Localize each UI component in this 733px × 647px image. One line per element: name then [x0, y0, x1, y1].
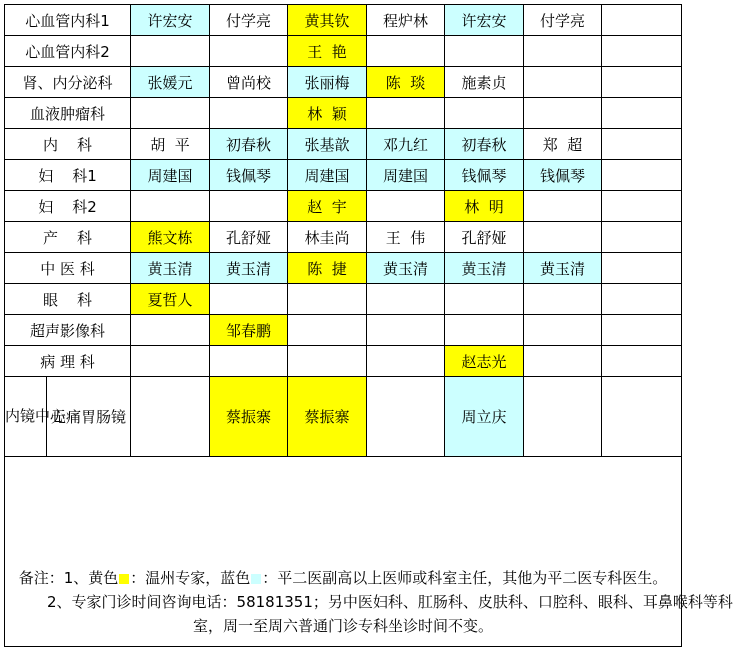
- schedule-cell: [445, 36, 524, 67]
- schedule-cell: [288, 346, 367, 377]
- schedule-cell: [131, 191, 210, 222]
- doctor-name: 黄玉清: [461, 259, 507, 278]
- doctor-name: 夏哲人: [147, 290, 193, 309]
- schedule-cell: [131, 129, 210, 160]
- table-row: [5, 129, 682, 160]
- doctor-name: 邓九红: [383, 135, 429, 154]
- schedule-cell: [288, 253, 367, 284]
- schedule-cell: [445, 377, 524, 457]
- department-label: 中 医 科: [5, 253, 131, 284]
- schedule-cell: [602, 98, 682, 129]
- doctor-name: 周立庆: [461, 408, 507, 426]
- schedule-cell: [445, 67, 524, 98]
- schedule-cell: [131, 98, 210, 129]
- notes-line-2: 2、专家门诊时间咨询电话：58181351；另中医妇科、肛肠科、皮肤科、口腔科、眼科、耳鼻喉科等科: [47, 592, 733, 611]
- schedule-cell: [131, 315, 210, 346]
- schedule-cell: [524, 377, 602, 457]
- schedule-cell: [524, 315, 602, 346]
- department-label: 心血管内科1: [5, 5, 131, 36]
- schedule-cell: [524, 129, 602, 160]
- schedule-cell: [367, 36, 445, 67]
- schedule-cell: [367, 160, 445, 191]
- schedule-cell: [602, 315, 682, 346]
- schedule-cell: [602, 377, 682, 457]
- schedule-cell: [524, 36, 602, 67]
- doctor-name: 陈 琰: [385, 73, 426, 92]
- doctor-name: 张媛元: [147, 73, 193, 92]
- schedule-cell: [288, 160, 367, 191]
- table-row: [5, 284, 682, 315]
- schedule-cell: [288, 191, 367, 222]
- schedule-cell: [524, 284, 602, 315]
- schedule-cell: [445, 191, 524, 222]
- schedule-cell: [524, 253, 602, 284]
- schedule-cell: [210, 5, 288, 36]
- doctor-name: 黄玉清: [383, 259, 429, 278]
- schedule-cell: [131, 5, 210, 36]
- schedule-cell: [602, 222, 682, 253]
- schedule-cell: [131, 160, 210, 191]
- table-row: [5, 222, 682, 253]
- doctor-name: 黄其钦: [304, 11, 350, 30]
- schedule-cell: [367, 253, 445, 284]
- schedule-cell: [367, 222, 445, 253]
- endoscopy-sub-label: 无痛胃肠镜: [47, 377, 131, 457]
- doctor-name: 黄玉清: [147, 259, 193, 278]
- department-label: 肾、内分泌科: [5, 67, 131, 98]
- schedule-cell: [131, 67, 210, 98]
- schedule-cell: [288, 315, 367, 346]
- notes-text: [5, 466, 733, 638]
- schedule-cell: [131, 36, 210, 67]
- schedule-cell: [524, 191, 602, 222]
- schedule-cell: [210, 191, 288, 222]
- schedule-body: [5, 5, 733, 647]
- schedule-cell: [445, 253, 524, 284]
- department-label: 产 科: [5, 222, 131, 253]
- schedule-cell: [524, 98, 602, 129]
- doctor-name: 郑 超: [542, 135, 583, 154]
- schedule-cell: [524, 5, 602, 36]
- doctor-name: 曾尚校: [226, 73, 272, 92]
- doctor-name: 王 艳: [307, 42, 347, 61]
- department-label: 内 科: [5, 129, 131, 160]
- doctor-name: 黄玉清: [226, 259, 272, 278]
- doctor-name: 钱佩琴: [461, 166, 507, 185]
- schedule-cell: [602, 284, 682, 315]
- doctor-name: 付学亮: [540, 11, 586, 30]
- doctor-name: 林 明: [464, 197, 504, 216]
- schedule-cell: [524, 346, 602, 377]
- schedule-cell: [131, 377, 210, 457]
- schedule-cell: [367, 129, 445, 160]
- schedule-cell: [602, 160, 682, 191]
- doctor-name: 施素贞: [461, 73, 507, 92]
- schedule-cell: [367, 191, 445, 222]
- endoscopy-center-label: 内镜中心: [5, 377, 47, 457]
- schedule-cell: [210, 253, 288, 284]
- schedule-cell: [131, 253, 210, 284]
- schedule-cell: [288, 377, 367, 457]
- schedule-cell: [288, 36, 367, 67]
- schedule-cell: [602, 36, 682, 67]
- yellow-swatch-icon: [119, 574, 129, 584]
- table-row: [5, 191, 682, 222]
- schedule-cell: [602, 191, 682, 222]
- schedule-cell: [210, 222, 288, 253]
- schedule-cell: [288, 5, 367, 36]
- doctor-name: 陈 捷: [307, 259, 347, 278]
- schedule-table: [4, 4, 733, 647]
- doctor-name: 许宏安: [147, 11, 193, 30]
- schedule-cell: [210, 67, 288, 98]
- doctor-name: 许宏安: [461, 11, 507, 30]
- schedule-cell: [210, 160, 288, 191]
- schedule-cell: [445, 5, 524, 36]
- doctor-name: 邹春鹏: [226, 321, 272, 340]
- schedule-cell: [524, 160, 602, 191]
- doctor-name: 林 颖: [307, 104, 347, 123]
- schedule-cell: [602, 5, 682, 36]
- table-row: [5, 36, 682, 67]
- doctor-name: 张基歆: [304, 135, 350, 154]
- doctor-name: 初春秋: [226, 135, 272, 154]
- table-row: [5, 253, 682, 284]
- schedule-cell: [524, 222, 602, 253]
- notes-line-1-end: ：平二医副高以上医师或科室主任，其他为平二医专科医生。: [262, 568, 668, 587]
- notes-cell: [5, 457, 733, 647]
- doctor-name: 赵志光: [461, 352, 507, 371]
- doctor-name: 周建国: [304, 166, 350, 185]
- doctor-name: 钱佩琴: [226, 166, 272, 185]
- schedule-cell: [445, 222, 524, 253]
- schedule-cell: [602, 346, 682, 377]
- notes-line-1-prefix: 备注：1、黄色: [18, 568, 119, 587]
- schedule-cell: [288, 98, 367, 129]
- schedule-cell: [367, 315, 445, 346]
- doctor-name: 胡 平: [150, 135, 190, 154]
- schedule-cell: [367, 346, 445, 377]
- doctor-name: 周建国: [147, 166, 193, 185]
- doctor-name: 周建国: [383, 166, 429, 185]
- schedule-cell: [445, 129, 524, 160]
- doctor-name: 黄玉清: [540, 259, 586, 278]
- schedule-cell: [288, 222, 367, 253]
- schedule-cell: [367, 5, 445, 36]
- table-row: [5, 67, 682, 98]
- doctor-name: 孔舒娅: [226, 228, 272, 247]
- doctor-name: 钱佩琴: [540, 166, 586, 185]
- doctor-name: 张丽梅: [304, 73, 350, 92]
- schedule-cell: [445, 315, 524, 346]
- schedule-cell: [131, 284, 210, 315]
- schedule-cell: [288, 129, 367, 160]
- department-label: 血液肿瘤科: [5, 98, 131, 129]
- table-row: [5, 315, 682, 346]
- doctor-name: 程炉林: [383, 11, 429, 30]
- schedule-cell: [524, 67, 602, 98]
- schedule-cell: [367, 284, 445, 315]
- schedule-cell: [367, 98, 445, 129]
- schedule-cell: [131, 222, 210, 253]
- schedule-cell: [367, 67, 445, 98]
- schedule-cell: [602, 67, 682, 98]
- schedule-cell: [602, 253, 682, 284]
- doctor-name: 林圭尚: [304, 228, 350, 247]
- notes-row: [5, 457, 682, 647]
- department-label: 超声影像科: [5, 315, 131, 346]
- schedule-cell: [210, 315, 288, 346]
- department-label: 眼 科: [5, 284, 131, 315]
- schedule-cell: [288, 67, 367, 98]
- table-row: [5, 5, 682, 36]
- department-label: 心血管内科2: [5, 36, 131, 67]
- department-label: 妇 科1: [5, 160, 131, 191]
- table-row: [5, 98, 682, 129]
- schedule-cell: [210, 129, 288, 160]
- schedule-cell: [602, 129, 682, 160]
- schedule-cell: [210, 284, 288, 315]
- department-label: 妇 科2: [5, 191, 131, 222]
- schedule-cell: [445, 284, 524, 315]
- schedule-cell: [445, 346, 524, 377]
- schedule-cell: [445, 98, 524, 129]
- schedule-cell: [445, 160, 524, 191]
- department-label: 病 理 科: [5, 346, 131, 377]
- endoscopy-row: [5, 377, 682, 457]
- schedule-cell: [131, 346, 210, 377]
- table-row: [5, 346, 682, 377]
- table-row: [5, 160, 682, 191]
- schedule-cell: [210, 346, 288, 377]
- doctor-name: 熊文栋: [147, 228, 193, 247]
- schedule-cell: [210, 377, 288, 457]
- notes-line-1: [11, 566, 675, 590]
- schedule-cell: [210, 98, 288, 129]
- doctor-name: 蔡振寨: [226, 408, 272, 426]
- notes-line-3: 室，周一至周六普通门诊专科坐诊时间不变。: [193, 616, 494, 635]
- doctor-name: 初春秋: [461, 135, 507, 154]
- doctor-name: 赵 宇: [307, 197, 347, 216]
- schedule-cell: [288, 284, 367, 315]
- blue-swatch-icon: [251, 574, 261, 584]
- schedule-cell: [210, 36, 288, 67]
- notes-line-1-mid: ：温州专家，蓝色: [130, 568, 251, 587]
- schedule-cell: [367, 377, 445, 457]
- doctor-name: 付学亮: [226, 11, 272, 30]
- doctor-name: 孔舒娅: [461, 228, 507, 247]
- doctor-name: 蔡振寨: [304, 408, 350, 426]
- doctor-name: 王 伟: [385, 228, 426, 247]
